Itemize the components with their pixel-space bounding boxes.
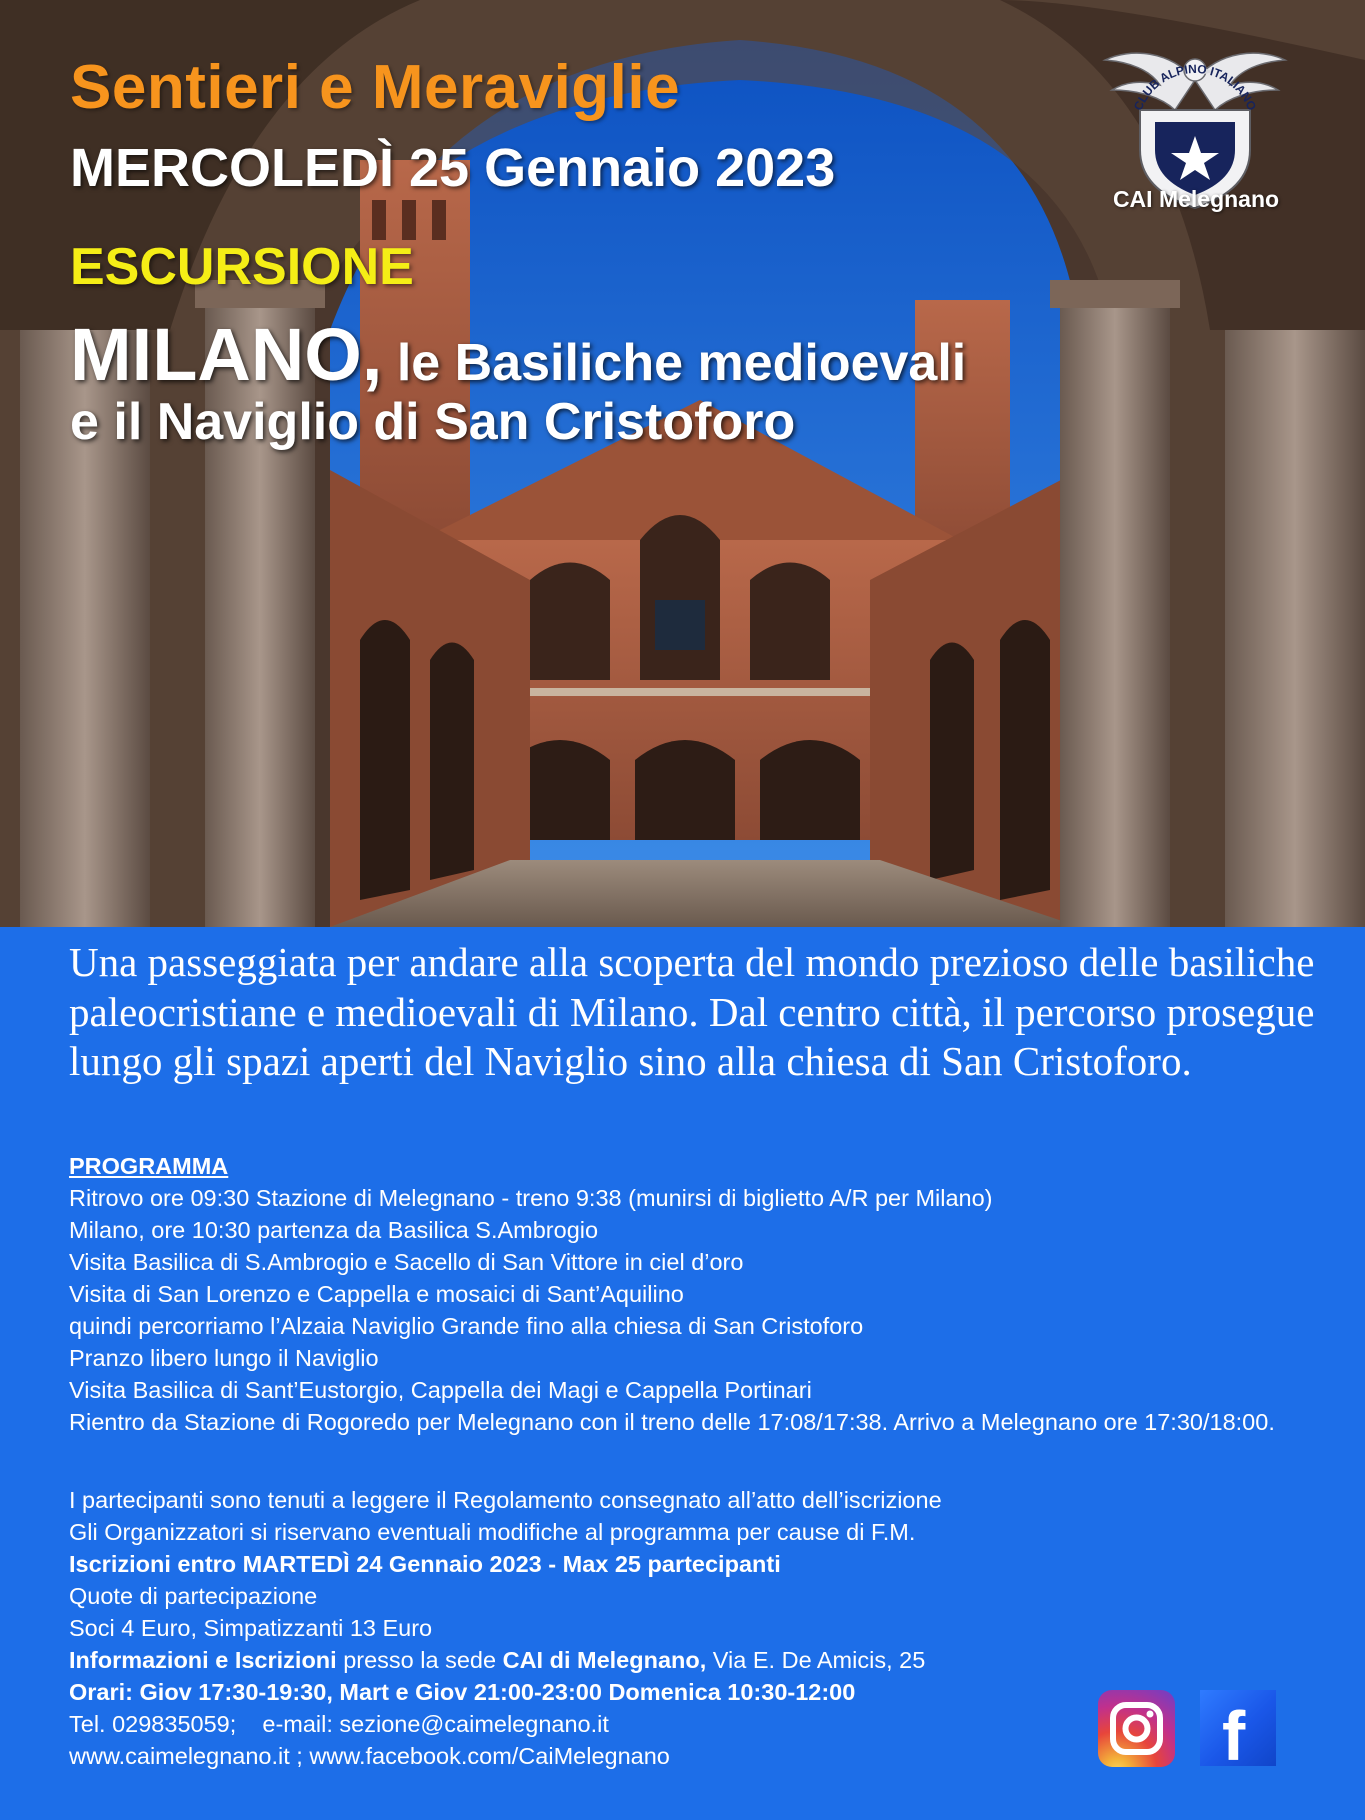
programma-item: Visita Basilica di S.Ambrogio e Sacello di San Vittore in ciel d’oro [69,1249,744,1275]
programma-section [69,1150,1339,1438]
headline-city: MILANO, [70,313,383,396]
email-address[interactable]: e-mail: sezione@caimelegnano.it [236,1711,609,1737]
programma-item-return: Rientro da Stazione di Rogoredo per Melegnano con il treno delle 17:08/17:38. Arrivo a Melegnano ore 17:30/18:00. [69,1409,1275,1435]
modifiche-note: Gli Organizzatori si riservano eventuali modifiche al programma per cause di F.M. [69,1519,916,1545]
logo-ring-text: CLUB ALPINO ITALIANO [1130,61,1260,113]
facebook-glyph: f [1222,1697,1246,1775]
headline-rest: le Basiliche medioevali [382,334,967,392]
web-links[interactable]: www.caimelegnano.it ; www.facebook.com/CaiMelegnano [69,1743,670,1769]
info-label: Informazioni e Iscrizioni [69,1647,337,1673]
programma-heading: PROGRAMMA [69,1153,229,1179]
facebook-icon[interactable] [1200,1690,1276,1775]
programma-item: Ritrovo ore 09:30 Stazione di Melegnano - treno 9:38 (munirsi di biglietto A/R per Milano) [69,1185,993,1211]
instagram-icon[interactable] [1098,1690,1175,1767]
programma-item: quindi percorriamo l’Alzaia Naviglio Grande fino alla chiesa di San Cristoforo [69,1313,864,1339]
event-date: MERCOLEDÌ 25 Gennaio 2023 [70,138,836,198]
quote-label: Quote di partecipazione [69,1583,318,1609]
event-headline [70,312,966,397]
opening-hours: Orari: Giov 17:30-19:30, Mart e Giov 21:00-23:00 Domenica 10:30-12:00 [69,1679,856,1705]
programma-item: Pranzo libero lungo il Naviglio [69,1345,379,1371]
series-title: Sentieri e Meraviglie [70,53,681,122]
quote-values: Soci 4 Euro, Simpatizzanti 13 Euro [69,1615,433,1641]
regolamento-note: I partecipanti sono tenuti a leggere il Regolamento consegnato all’atto dell’iscrizione [69,1487,942,1513]
iscrizioni-deadline: Iscrizioni entro MARTEDÌ 24 Gennaio 2023 - Max 25 partecipanti [69,1551,781,1577]
phone-number: Tel. 029835059; [69,1711,237,1737]
info-address: Via E. De Amicis, 25 [706,1647,926,1673]
intro-paragraph: Una passeggiata per andare alla scoperta del mondo prezioso delle basiliche paleocristiane e medioevali di Milano. Dal centro città, il percorso prosegue lungo gli spazi aperti del Naviglio sino alla chiesa di San Cristoforo. [69,939,1315,1084]
programma-item: Visita di San Lorenzo e Cappella e mosaici di Sant’Aquilino [69,1281,684,1307]
logo-label: CAI Melegnano [1112,186,1280,212]
event-headline-line2: e il Naviglio di San Cristoforo [70,393,796,451]
programma-item: Visita Basilica di Sant’Eustorgio, Cappella dei Magi e Cappella Portinari [69,1377,812,1403]
info-line [69,1644,1339,1676]
info-org: CAI di Melegnano, [502,1647,707,1673]
programma-item: Milano, ore 10:30 partenza da Basilica S.Ambrogio [69,1217,599,1243]
info-connector: presso la sede [336,1647,503,1673]
event-type: ESCURSIONE [70,238,414,296]
